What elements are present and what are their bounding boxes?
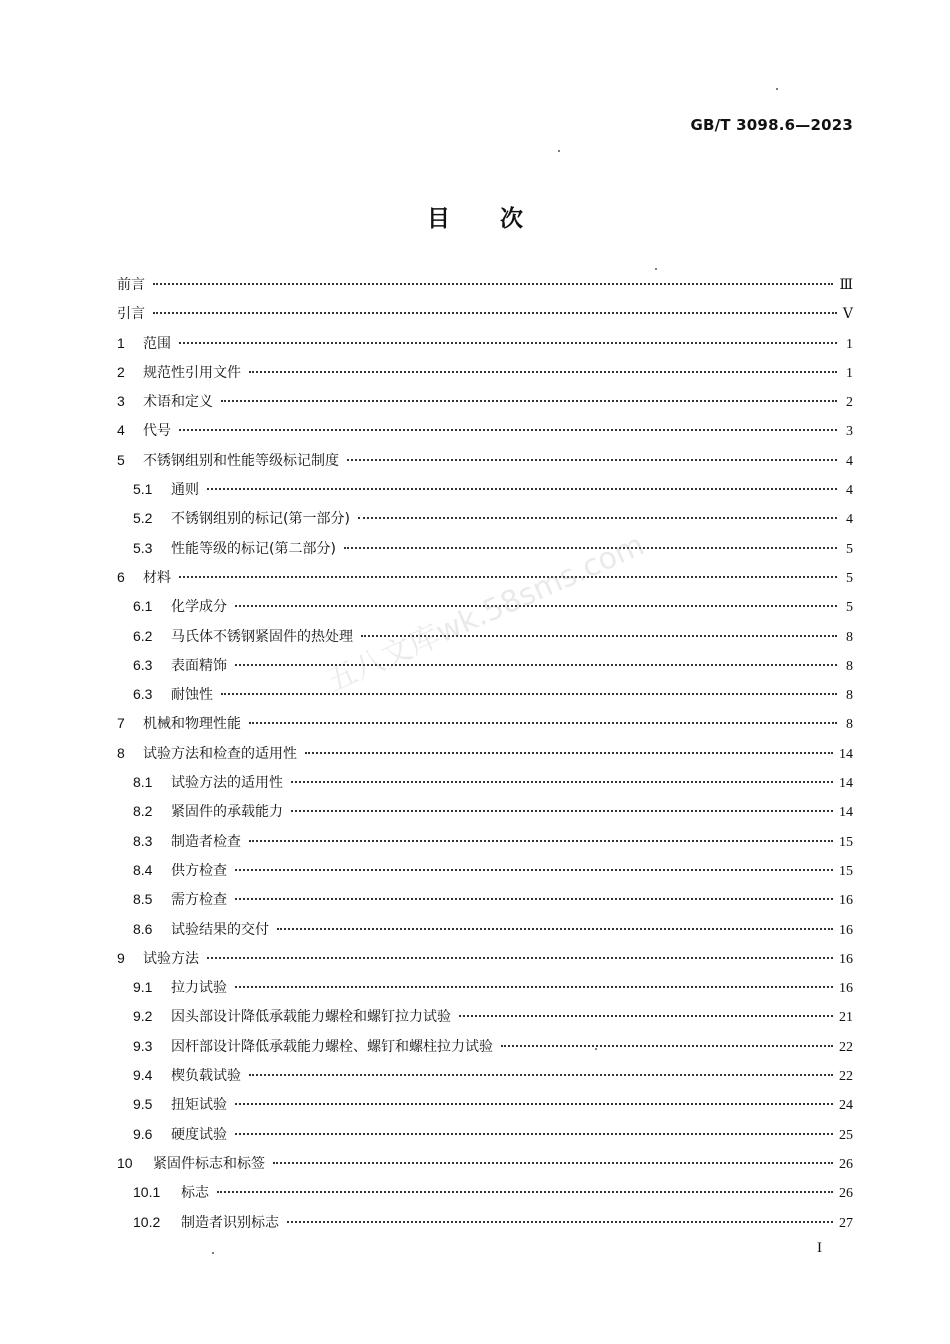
toc-entry-page: 14: [839, 805, 853, 821]
scan-speck: [595, 1048, 597, 1050]
toc-entry-number: 6.1: [133, 598, 153, 615]
toc-entry-page: 4: [846, 483, 853, 499]
toc-entry-label: 不锈钢组别和性能等级标记制度: [143, 452, 339, 469]
toc-leader-dots: [249, 840, 833, 842]
toc-leader-dots: [273, 1162, 833, 1164]
toc-entry-number: 8.2: [133, 803, 153, 820]
toc-entry-number: 6.3: [133, 656, 153, 673]
toc-entry-number: 8.5: [133, 891, 153, 908]
watermark: 五八文库wk.58sms.com: [321, 527, 650, 700]
toc-entry-label: 范围: [143, 335, 171, 352]
toc-entry[interactable]: [117, 655, 853, 684]
toc-entry-page: 16: [839, 893, 853, 909]
toc-entry-page: Ⅴ: [842, 307, 853, 323]
toc-leader-dots: [291, 781, 833, 783]
toc-entry[interactable]: [117, 977, 853, 1006]
toc-entry-page: 5: [846, 570, 853, 586]
toc-entry[interactable]: [117, 831, 853, 860]
toc-entry[interactable]: [117, 772, 853, 801]
toc-leader-dots: [217, 1191, 833, 1193]
toc-entry-page: 3: [846, 424, 853, 440]
toc-entry[interactable]: [117, 567, 853, 596]
toc-entry[interactable]: [117, 919, 853, 948]
toc-entry-label: 标志: [181, 1185, 209, 1202]
toc-entry-page: 1: [846, 336, 853, 352]
toc-leader-dots: [221, 400, 837, 402]
toc-entry[interactable]: [117, 1182, 853, 1211]
toc-entry-label: 扭矩试验: [171, 1097, 227, 1114]
page-number: I: [817, 1240, 822, 1256]
toc-entry-label: 化学成分: [171, 599, 227, 616]
toc-leader-dots: [249, 722, 837, 724]
toc-entry-page: 8: [846, 629, 853, 645]
toc-entry-number: 9.2: [133, 1008, 153, 1025]
scan-speck: [655, 268, 657, 270]
toc-entry-page: 14: [839, 776, 853, 792]
toc-leader-dots: [235, 869, 833, 871]
toc-entry[interactable]: [117, 743, 853, 772]
toc-entry-number: 8.4: [133, 861, 153, 878]
toc-entry-number: 8.3: [133, 832, 153, 849]
toc-entry-number: 7: [117, 715, 125, 732]
toc-entry-page: 22: [839, 1039, 853, 1055]
toc-entry[interactable]: [117, 1006, 853, 1035]
toc-entry-label: 马氏体不锈钢紧固件的热处理: [171, 628, 353, 645]
toc-entry-label: 制造者识别标志: [181, 1214, 279, 1231]
toc-entry[interactable]: [117, 801, 853, 830]
toc-leader-dots: [207, 957, 833, 959]
toc-entry-number: 6.2: [133, 627, 153, 644]
toc-entry-number: 9.5: [133, 1096, 153, 1113]
toc-entry-label: 拉力试验: [171, 980, 227, 997]
toc-entry-number: 9.6: [133, 1125, 153, 1142]
toc-leader-dots: [277, 928, 833, 930]
toc-entry-label: 试验方法的适用性: [171, 775, 283, 792]
toc-entry-number: 9: [117, 949, 125, 966]
toc-entry-page: 25: [839, 1127, 853, 1143]
toc-entry-number: 8: [117, 744, 125, 761]
toc-leader-dots: [249, 371, 837, 373]
toc-entry-number: 10: [117, 1154, 133, 1171]
toc-entry[interactable]: [117, 420, 853, 449]
toc-entry[interactable]: [117, 860, 853, 889]
toc-entry-page: 15: [839, 863, 853, 879]
toc-entry-number: 9.3: [133, 1037, 153, 1054]
toc-leader-dots: [235, 986, 833, 988]
toc-leader-dots: [291, 810, 833, 812]
toc-entry-label: 材料: [143, 569, 171, 586]
toc-entry[interactable]: [117, 1124, 853, 1153]
toc-entry-label: 制造者检查: [171, 833, 241, 850]
toc-entry-page: 16: [839, 951, 853, 967]
toc-leader-dots: [305, 752, 833, 754]
toc-entry-page: 5: [846, 600, 853, 616]
toc-entry-number: 6.3: [133, 686, 153, 703]
toc-leader-dots: [459, 1015, 833, 1017]
toc-entry-page: 8: [846, 688, 853, 704]
toc-entry[interactable]: [117, 1212, 853, 1241]
toc-entry-label: 需方检查: [171, 892, 227, 909]
toc-entry-page: 8: [846, 658, 853, 674]
toc-entry-label: 紧固件标志和标签: [153, 1155, 265, 1172]
toc-list: [117, 274, 853, 1241]
toc-leader-dots: [179, 342, 837, 344]
toc-entry-number: 6: [117, 568, 125, 585]
toc-entry-page: 26: [839, 1186, 853, 1202]
toc-entry[interactable]: [117, 1065, 853, 1094]
standard-number: GB/T 3098.6—2023: [690, 116, 853, 134]
toc-entry-page: 5: [846, 541, 853, 557]
toc-leader-dots: [361, 635, 837, 637]
toc-entry[interactable]: [117, 333, 853, 362]
toc-entry-label: 紧固件的承载能力: [171, 804, 283, 821]
toc-entry-page: 27: [839, 1215, 853, 1231]
toc-leader-dots: [249, 1074, 833, 1076]
toc-entry-page: 22: [839, 1069, 853, 1085]
toc-entry-page: 21: [839, 1010, 853, 1026]
toc-entry-label: 机械和物理性能: [143, 716, 241, 733]
toc-entry-number: 1: [117, 334, 125, 351]
toc-entry-number: 5: [117, 451, 125, 468]
toc-leader-dots: [287, 1221, 833, 1223]
toc-entry-number: 9.1: [133, 979, 153, 996]
toc-entry-page: 2: [846, 395, 853, 411]
toc-entry-label: 耐蚀性: [171, 687, 213, 704]
toc-entry[interactable]: [117, 1094, 853, 1123]
toc-entry-label: 试验方法: [143, 950, 199, 967]
toc-entry[interactable]: [117, 713, 853, 742]
toc-entry-page: 4: [846, 453, 853, 469]
toc-leader-dots: [207, 488, 837, 490]
toc-entry[interactable]: [117, 274, 853, 303]
toc-entry-page: 26: [839, 1156, 853, 1172]
toc-entry-label: 因杆部设计降低承载能力螺栓、螺钉和螺柱拉力试验: [171, 1038, 493, 1055]
toc-entry-number: 5.1: [133, 481, 153, 498]
toc-entry-label: 通则: [171, 482, 199, 499]
toc-entry[interactable]: [117, 596, 853, 625]
toc-entry-label: 前言: [117, 277, 145, 293]
toc-entry-number: 3: [117, 393, 125, 410]
toc-entry-number: 4: [117, 422, 125, 439]
toc-entry-page: 15: [839, 834, 853, 850]
toc-leader-dots: [153, 283, 833, 285]
toc-leader-dots: [235, 1103, 833, 1105]
toc-entry-page: 8: [846, 717, 853, 733]
toc-entry[interactable]: [117, 538, 853, 567]
toc-leader-dots: [235, 664, 837, 666]
toc-entry-label: 硬度试验: [171, 1126, 227, 1143]
toc-entry-label: 不锈钢组别的标记(第一部分): [171, 511, 350, 528]
toc-entry-label: 代号: [143, 423, 171, 440]
toc-title: 目次: [427, 206, 573, 232]
toc-entry-number: 5.3: [133, 539, 153, 556]
toc-entry[interactable]: [117, 1036, 853, 1065]
toc-leader-dots: [501, 1045, 833, 1047]
toc-entry-number: 10.2: [133, 1213, 161, 1230]
toc-entry[interactable]: [117, 1153, 853, 1182]
toc-entry-label: 术语和定义: [143, 394, 213, 411]
toc-entry[interactable]: [117, 479, 853, 508]
toc-entry[interactable]: [117, 508, 853, 537]
toc-entry[interactable]: [117, 303, 853, 332]
toc-entry[interactable]: [117, 889, 853, 918]
toc-leader-dots: [235, 605, 837, 607]
toc-leader-dots: [221, 693, 837, 695]
toc-entry-number: 8.6: [133, 920, 153, 937]
toc-entry[interactable]: [117, 948, 853, 977]
toc-entry-number: 5.2: [133, 510, 153, 527]
scan-speck: [776, 88, 778, 90]
toc-entry-label: 性能等级的标记(第二部分): [171, 540, 336, 557]
toc-entry-label: 楔负载试验: [171, 1068, 241, 1085]
toc-leader-dots: [153, 312, 837, 314]
toc-leader-dots: [347, 459, 837, 461]
toc-leader-dots: [179, 576, 837, 578]
toc-entry-page: 1: [846, 365, 853, 381]
scan-speck: [212, 1252, 214, 1254]
toc-entry-page: 14: [839, 746, 853, 762]
toc-entry-label: 因头部设计降低承载能力螺栓和螺钉拉力试验: [171, 1009, 451, 1026]
toc-entry-page: 16: [839, 981, 853, 997]
toc-entry-label: 试验方法和检查的适用性: [143, 745, 297, 762]
toc-entry-number: 8.1: [133, 774, 153, 791]
toc-entry-label: 试验结果的交付: [171, 921, 269, 938]
toc-entry-number: 10.1: [133, 1184, 161, 1201]
toc-entry-page: 24: [839, 1098, 853, 1114]
toc-entry[interactable]: [117, 391, 853, 420]
toc-entry[interactable]: [117, 362, 853, 391]
toc-entry-page: Ⅲ: [839, 278, 853, 293]
toc-entry[interactable]: [117, 626, 853, 655]
toc-leader-dots: [235, 898, 833, 900]
toc-entry-label: 供方检查: [171, 862, 227, 879]
toc-leader-dots: [235, 1133, 833, 1135]
toc-entry-label: 引言: [117, 306, 145, 323]
toc-entry[interactable]: [117, 450, 853, 479]
toc-entry-page: 4: [846, 512, 853, 528]
toc-entry-number: 2: [117, 363, 125, 380]
scan-speck: [558, 150, 560, 152]
toc-entry-page: 16: [839, 922, 853, 938]
toc-entry-label: 规范性引用文件: [143, 364, 241, 381]
toc-leader-dots: [344, 547, 837, 549]
toc-entry-label: 表面精饰: [171, 657, 227, 674]
toc-leader-dots: [179, 429, 837, 431]
toc-entry-number: 9.4: [133, 1067, 153, 1084]
toc-leader-dots: [358, 517, 837, 519]
toc-entry[interactable]: [117, 684, 853, 713]
